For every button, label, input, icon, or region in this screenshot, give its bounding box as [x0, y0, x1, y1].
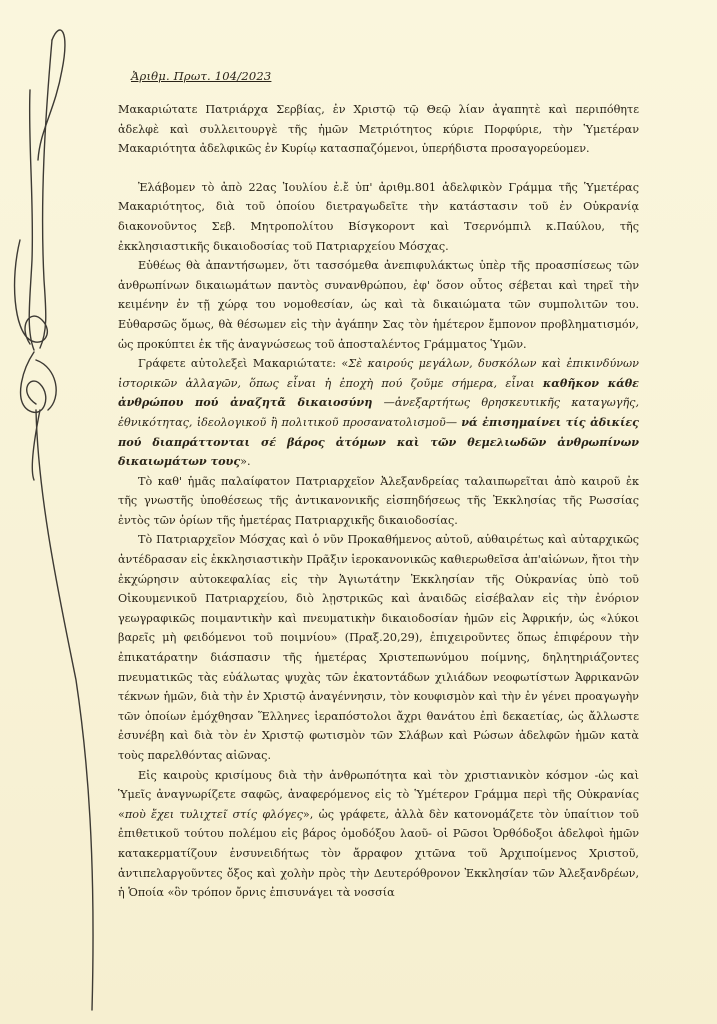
letter-body [118, 100, 639, 903]
paragraph: Τὸ Πατριαρχεῖον Μόσχας καὶ ὁ νῦν Προκαθήμενος αὐτοῦ, αὐθαιρέτως καὶ αὐταρχικῶς ἀντέδρασαν εἰς ἐκκλησιαστικὴν Πρᾶξιν ἱεροκανονικῶς καθιερωθεῖσα ἀπ'αἰώνων, ἤτοι τὴν ἐκχώρησιν αὐτοκεφαλίας εἰς τὴν Ἁγιωτάτην Ἐκκλησίαν τῆς Οὐκρανίας ὑπὸ τοῦ Οἰκουμενικοῦ Πατριαρχείου, διὸ λῃστρικῶς καὶ ἀναιδῶς εἰσέβαλαν εἰς τὴν ἐνόριον γεωγραφικῶς ποιμαντικὴν καὶ πνευματικὴν δικαιοδοσίαν ἡμῶν εἰς Ἀφρικήν, ὡς «λύκοι βαρεῖς μὴ φειδόμενοι τοῦ ποιμνίου» (Πραξ.20,29), ἐπιχειροῦντες ὅπως ἐπιφέρουν τὴν ἐπικατάρατην διάσπασιν τῆς ἡμετέρας Χριστεπωνύμου ποίμνης, δηλητηριάζοντες πνευματικῶς τὰς εὐάλωτας ψυχὰς τῶν ἑκατοντάδων χιλιάδων νεοφωτίστων Ἀφρικανῶν τέκνων ἡμῶν, διὰ τὴν ἐν Χριστῷ ἀναγέννησιν, τὸν κουφισμὸν καὶ τὴν ἐν γένει προαγωγὴν τῶν ὁποίων ἐμόχθησαν Ἕλληνες ἱεραπόστολοι ἄχρι θανάτου ἐπὶ δεκαετίας, ὡς ἄλλωστε ἐσυνέβη καὶ διὰ τὸν ἐν Χριστῷ φωτισμὸν τῶν Σλάβων καὶ Ρώσων ἀδελφῶν ἡμῶν κατὰ τοὺς παρελθόντας αἰῶνας. [118, 533, 639, 762]
salutation-paragraph: Μακαριώτατε Πατριάρχα Σερβίας, ἐν Χριστῷ τῷ Θεῷ λίαν ἀγαπητὲ καὶ περιπόθητε ἀδελφὲ καὶ συλλειτουργὲ τῆς ἡμῶν Μετριότητος κύριε Πορφύριε, τὴν Ὑμετέραν Μακαριότητα ἀδελφικῶς ἐν Κυρίῳ κατασπαζόμενοι, ὑπερήδιστα προσαγορεύομεν. [118, 103, 639, 156]
paragraph: Ἐλάβομεν τὸ ἀπὸ 22ας Ἰουλίου ἐ.ἔ ὑπ' ἀριθμ.801 ἀδελφικὸν Γράμμα τῆς Ὑμετέρας Μακαριότητος, διὰ τοῦ ὁποίου διετραγωδεῖτε τὴν κατάστασιν τοῦ ἐν Οὐκρανίᾳ διακονοῦντος Σεβ. Μητροπολίτου Βίσγκοροντ καὶ Τσερνόμπιλ κ.Παύλου, τῆς ἐκκλησιαστικῆς δικαιοδοσίας τοῦ Πατριαρχείου Μόσχας. [118, 180, 639, 253]
paragraph [118, 766, 639, 903]
quote-paragraph [118, 354, 639, 472]
paragraph-text: Εἰς καιροὺς κρισίμους διὰ τὴν ἀνθρωπότητα καὶ τὸν χριστιανικὸν κόσμον -ὡς καὶ Ὑμεῖς ἀναγνωρίζετε σαφῶς, ἀναφερόμενος εἰς τὸ Ὑμέτερον Γράμμα περὶ τῆς Οὐκρανίας « [118, 768, 639, 821]
paragraph-text: », ὡς γράφετε, ἀλλὰ δὲν κατονομάζετε τὸν ὑπαίτιον τοῦ ἐπιθετικοῦ τούτου πολέμου εἰς βάρος ὁμοδόξου λαοῦ- οἱ Ρῶσοι Ὀρθόδοξοι ἀδελφοὶ ἡμῶν κατακερματίζουν ἐνσυνειδήτως τὸν ἄρραφον χιτῶνα τοῦ Ἀρχιποίμενος Χριστοῦ, ἀντιπελαργοῦντες ὄξος καὶ χολὴν πρὸς τὴν Δευτερόθρονον Ἐκκλησίαν τῶν Ἀλεξανδρέων, ἡ Ὁποία «ὃν τρόπον ὄρνις ἐπισυνάγει τὰ νοσσία [118, 807, 639, 900]
quote-text: —ἀνεξαρτήτως θρησκευτικῆς καταγωγῆς, ἐθνικότητας, ἰδεολογικοῦ ἢ πολιτικοῦ προσανατολισμοῦ— [118, 396, 639, 429]
quote-intro: Γράφετε αὐτολεξεὶ Μακαριώτατε: « [138, 357, 349, 371]
protocol-number: Ἀριθμ. Πρωτ. 104/2023 [131, 69, 272, 83]
paragraph: Τὸ καθ' ἡμᾶς παλαίφατον Πατριαρχεῖον Ἀλεξανδρείας ταλαιπωρεῖται ἀπὸ καιροῦ ἐκ τῆς γνωστῆς ὑποθέσεως τῆς ἀντικανονικῆς εἰσπηδήσεως τῆς Ἐκκλησίας τῆς Ρωσσίας ἐντὸς τῶν ὁρίων τῆς ἡμετέρας Πατριαρχικῆς δικαιοδοσίας. [118, 474, 639, 527]
quote-emphasis: καθῆκον κάθε ἀνθρώπου πού ἀναζητᾶ δικαιοσύνη [118, 375, 639, 410]
quote-end: ». [240, 455, 251, 469]
paragraph: Εὐθέως θὰ ἀπαντήσωμεν, ὅτι τασσόμεθα ἀνεπιφυλάκτως ὑπὲρ τῆς προασπίσεως τῶν ἀνθρωπίνων δικαιωμάτων παντὸς συνανθρώπου, ἐφ' ὅσον οὗτος σέβεται καὶ τηρεῖ τὴν κειμένην ἐν τῇ χώρᾳ του νομοθεσίαν, ὡς καὶ τὰ δικαιώματα τῶν συμπολιτῶν του. Εὐθαρσῶς ὅμως, θὰ θέσωμεν εἰς τὴν ἀγάπην Σας τὸν ἡμέτερον ἔμπονον προβληματισμόν, ὡς προκύπτει ἐκ τῆς ἀναγνώσεως τοῦ ἀποσταλέντος Γράμματος Ὑμῶν. [118, 259, 639, 351]
quote-emphasis: νά ἐπισημαίνει τίς ἀδικίες πού διαπράττονται σέ βάρος ἀτόμων καὶ τῶν θεμελιωδῶν ἀνθρωπίνων δικαιωμάτων τους [118, 414, 639, 469]
binding-cord-icon [0, 0, 130, 1024]
quote-text: ποὺ ἔχει τυλιχτεῖ στίς φλόγες [124, 807, 303, 821]
quote-text: Σὲ καιρούς μεγάλων, δυσκόλων καὶ ἐπικινδύνων ἱστορικῶν ἀλλαγῶν, ὅπως εἶναι ἡ ἐποχὴ πού ζοῦμε σήμερα, εἶναι [118, 357, 639, 390]
